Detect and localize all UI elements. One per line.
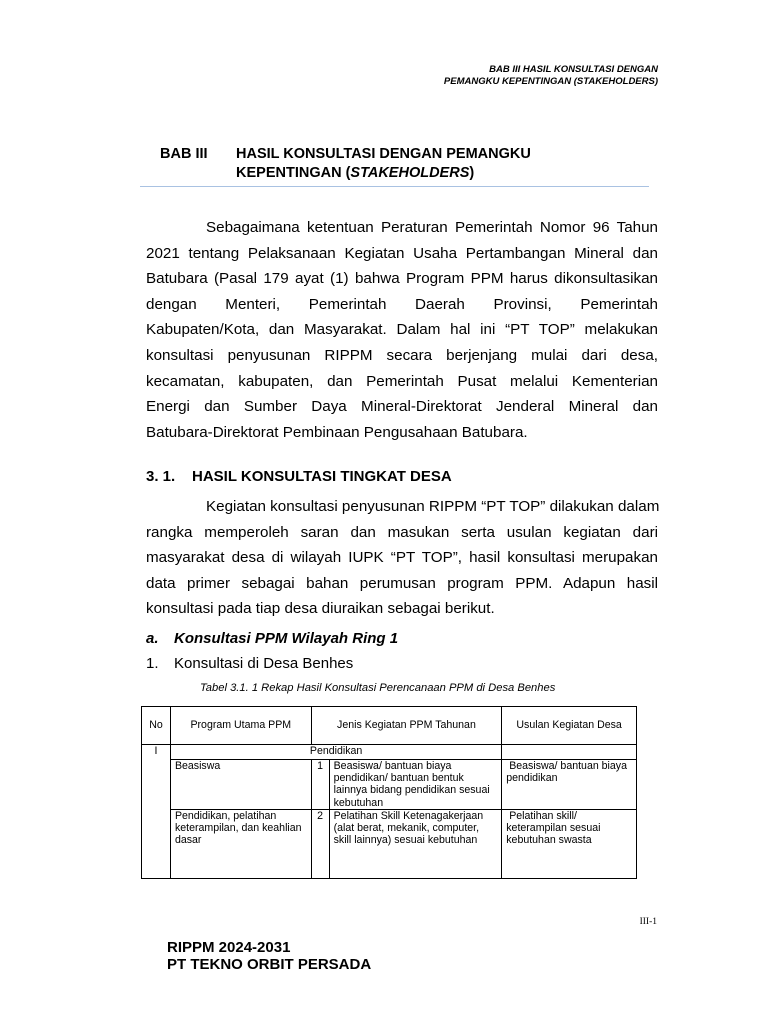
intro-line: dengan Menteri, Pemerintah Daerah Provinsi, Pemerintah [146,295,658,313]
section-line: Kegiatan konsultasi penyusunan RIPPM “PT TOP” dilakukan dalam [206,498,660,515]
consultation-table [141,706,637,879]
chapter-number: BAB III [160,146,208,162]
section-paragraph [146,494,658,622]
intro-paragraph [146,215,658,445]
chapter-title-italic: STAKEHOLDERS [350,165,470,181]
group-empty-cell [502,745,637,760]
intro-line: Batubara-Direktorat Pembinaan Pengusahaan Batubara. [146,423,528,441]
intro-line: kecamatan, kabupaten, dan Pemerintah Pusat melalui Kementerian [146,372,658,390]
page-number: III-1 [639,917,657,927]
section-number: 3. 1. [146,468,176,485]
intro-line: Kabupaten/Kota, dan Masyarakat. Dalam hal ini “PT TOP” melakukan [146,321,658,339]
intro-line: Batubara (Pasal 179 ayat (1) bahwa Program PPM harus dikonsultasikan [146,270,658,288]
row-number: 2 [311,809,329,878]
row-program: Pendidikan, pelatihan keterampilan, dan keahlian dasar [170,809,311,878]
intro-line: Energi dan Sumber Daya Mineral-Direktorat Jenderal Mineral dan [146,398,658,416]
chapter-title-line1: HASIL KONSULTASI DENGAN PEMANGKU [236,146,531,162]
document-footer [167,939,371,973]
intro-line: Sebagaimana ketentuan Peraturan Pemerintah Nomor 96 Tahun [206,219,658,236]
running-header-line1: BAB III HASIL KONSULTASI DENGAN [489,64,658,75]
heading-divider [140,186,649,187]
subsection-letter: a. [146,630,159,647]
chapter-title-prefix: KEPENTINGAN ( [236,165,351,181]
section-line: rangka memperoleh saran dan masukan serta usulan kegiatan dari [146,523,658,541]
table-header-row [142,707,637,745]
table-group-row [142,745,637,760]
table-row [142,760,637,810]
row-usulan: Pelatihan skill/ keterampilan sesuai kebutuhan swasta [502,809,637,878]
intro-line: 2021 tentang Pelaksanaan Kegiatan Usaha Pertambangan Mineral dan [146,244,658,262]
table-row [142,809,637,878]
group-label: Pendidikan [170,745,501,760]
chapter-title-suffix: ) [469,165,475,181]
list-item-text: Konsultasi di Desa Benhes [174,655,354,672]
header-jenis: Jenis Kegiatan PPM Tahunan [311,707,502,745]
header-no: No [142,707,171,745]
running-header [444,64,658,88]
section-line: data primer sebagai bahan perumusan program PPM. Adapun hasil [146,574,658,592]
header-program: Program Utama PPM [170,707,311,745]
row-number: 1 [311,760,329,810]
list-item-number: 1. [146,655,159,672]
intro-line: konsultasi penyusunan RIPPM secara berjenjang mulai dari desa, [146,346,658,364]
running-header-line2: PEMANGKU KEPENTINGAN (STAKEHOLDERS) [443,76,658,87]
section-line: masyarakat desa di wilayah IUPK “PT TOP”, hasil konsultasi merupakan [146,549,658,567]
section-line: konsultasi pada tiap desa diuraikan sebagai berikut. [146,600,495,618]
table-caption: Tabel 3.1. 1 Rekap Hasil Konsultasi Perencanaan PPM di Desa Benhes [200,682,556,694]
section-title: HASIL KONSULTASI TINGKAT DESA [192,468,452,485]
header-usulan: Usulan Kegiatan Desa [502,707,637,745]
row-jenis: Pelatihan Skill Ketenagakerjaan (alat berat, mekanik, computer, skill lainnya) sesuai kebutuhan [329,809,502,878]
row-jenis: Beasiswa/ bantuan biaya pendidikan/ bantuan bentuk lainnya bidang pendidikan sesuai kebutuhan [329,760,502,810]
chapter-title-line2 [236,164,656,183]
group-number: I [142,745,171,879]
footer-line2: PT TEKNO ORBIT PERSADA [167,956,372,973]
subsection-title: Konsultasi PPM Wilayah Ring 1 [174,630,399,647]
row-usulan: Beasiswa/ bantuan biaya pendidikan [502,760,637,810]
row-program: Beasiswa [170,760,311,810]
chapter-title [236,145,656,183]
footer-line1: RIPPM 2024-2031 [167,939,291,956]
